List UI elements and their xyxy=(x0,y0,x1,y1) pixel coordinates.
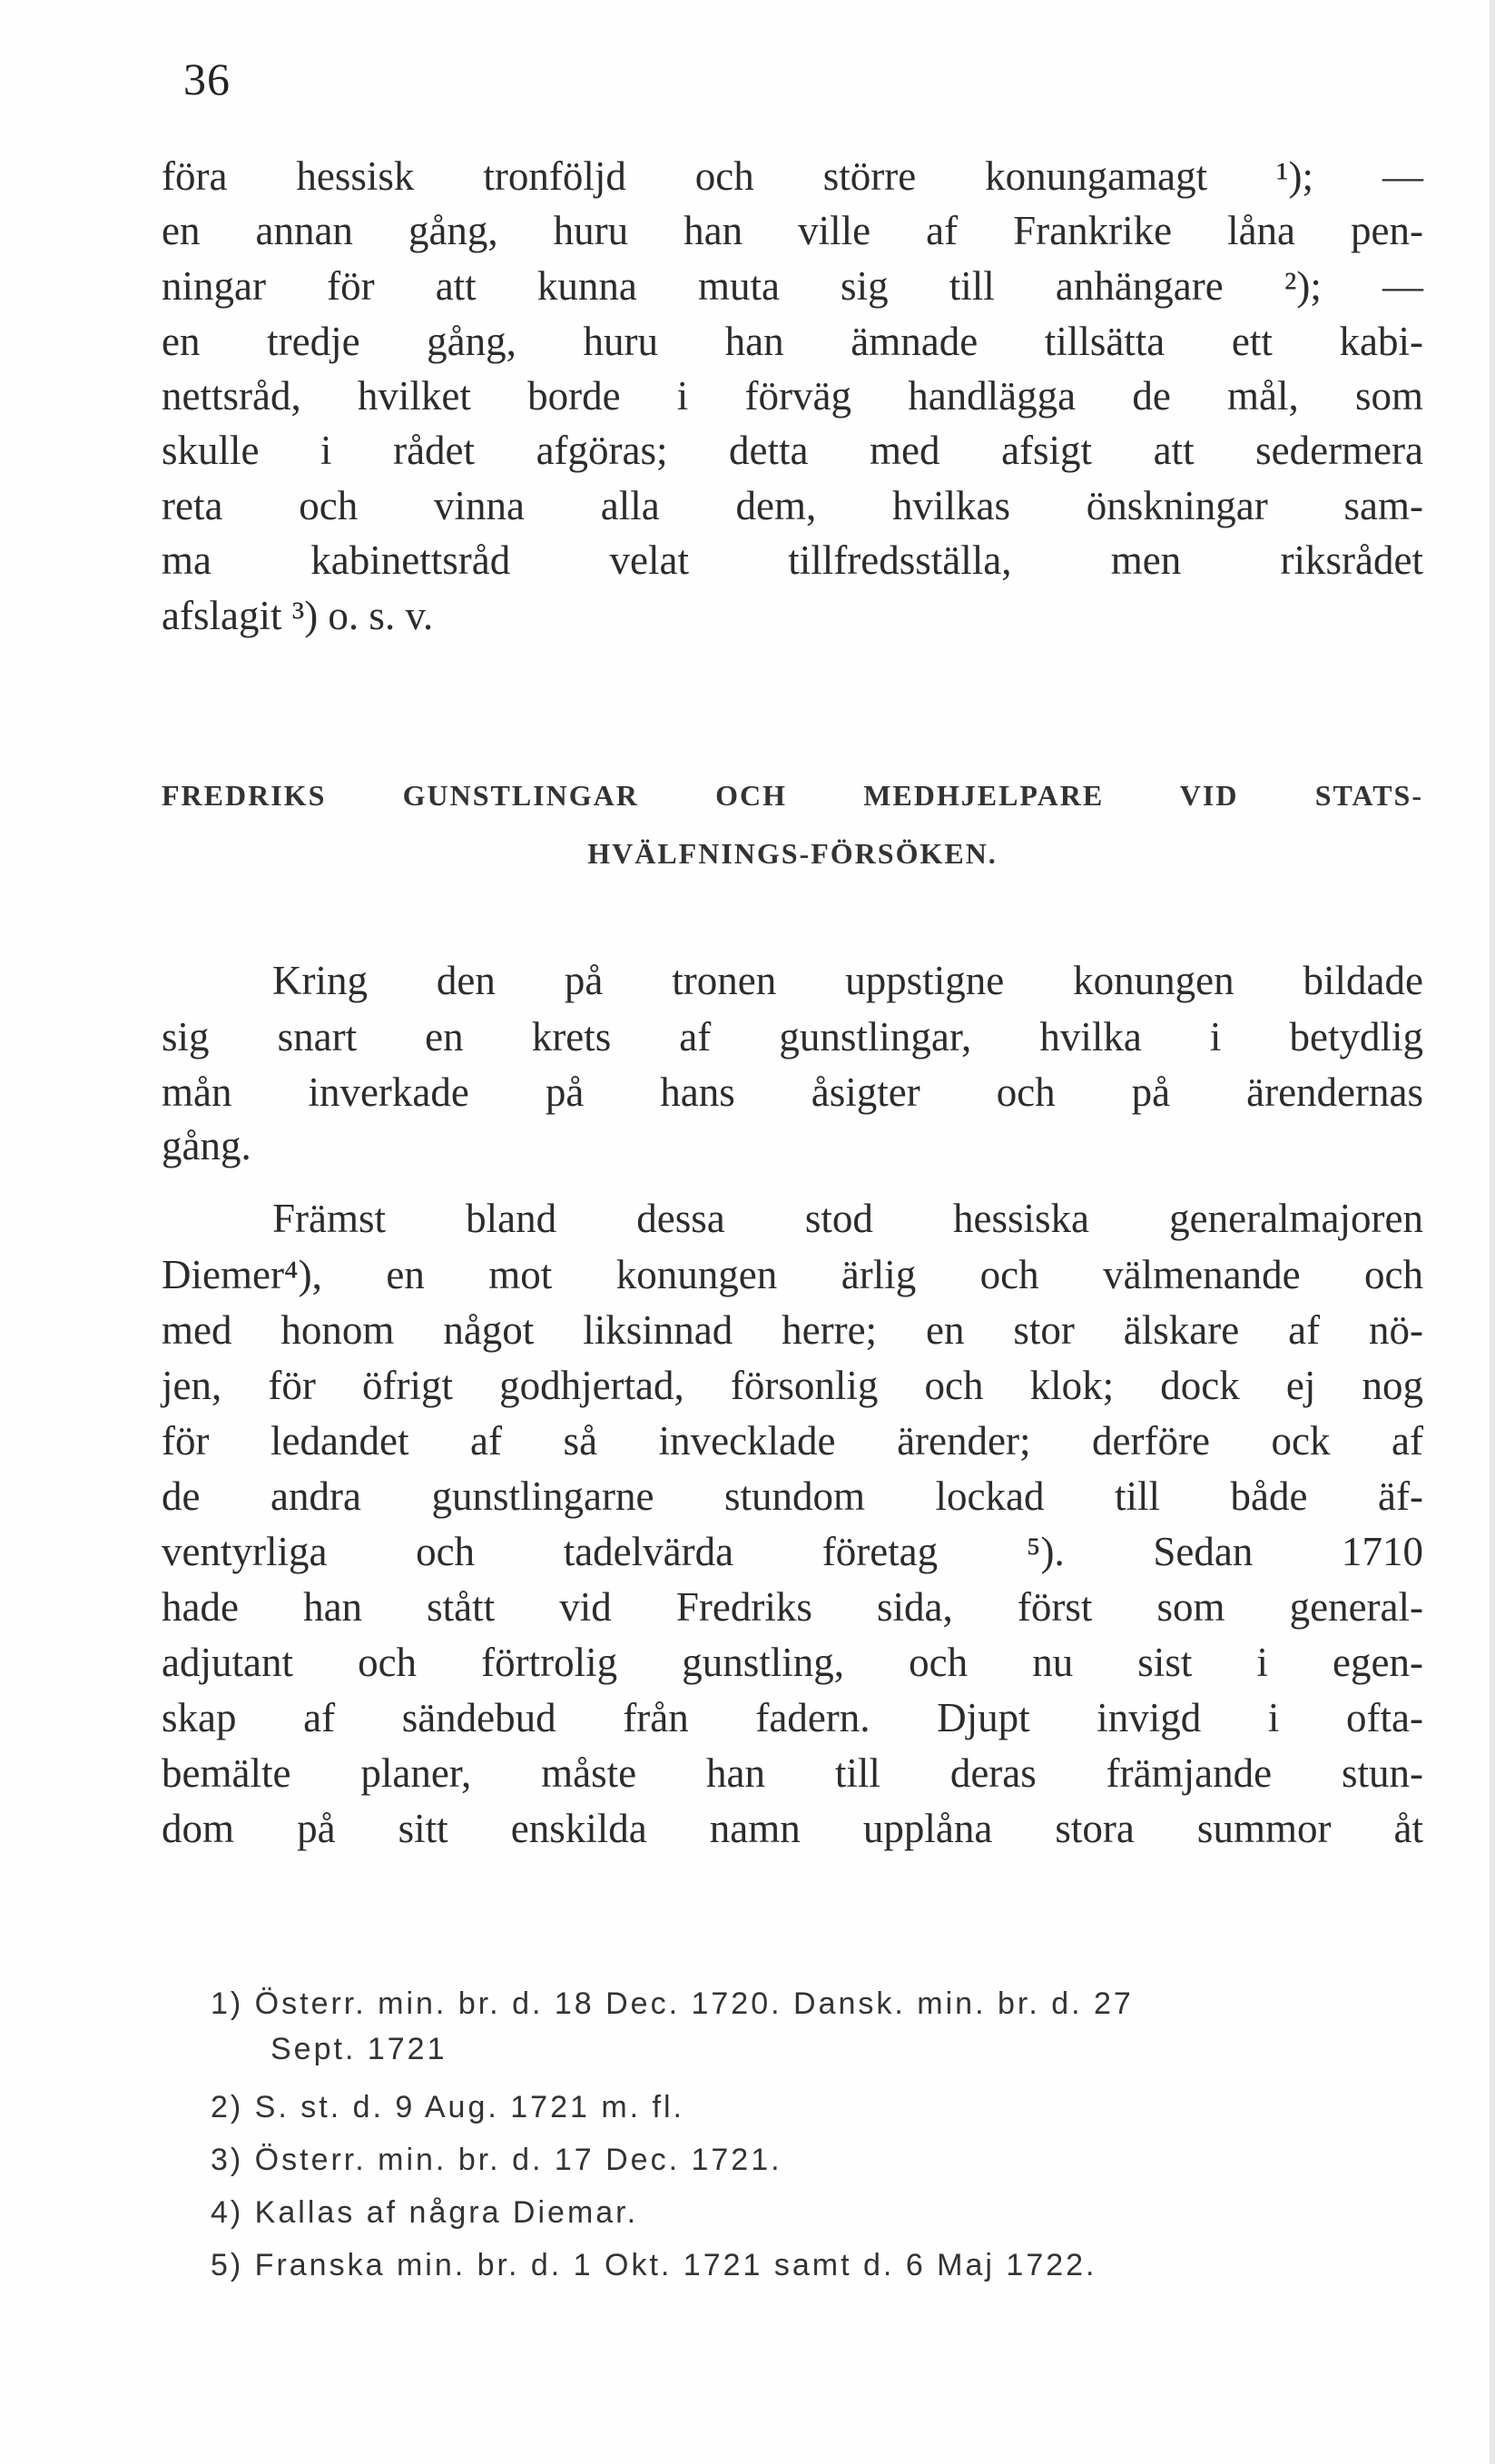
text-line: gång. xyxy=(162,1123,251,1168)
page-number: 36 xyxy=(183,54,231,104)
text-line: Kring den på tronen uppstigne konungen bildade xyxy=(272,958,1423,1003)
text-line: jen, för öfrigt godhjertad, försonlig och klok; dock ej nog xyxy=(162,1363,1423,1408)
text-line: hade han stått vid Fredriks sida, först som general- xyxy=(162,1584,1423,1630)
text-line: skap af sändebud från fadern. Djupt invigd i ofta- xyxy=(162,1695,1423,1740)
text-line: sig snart en krets af gunstlingar, hvilka i betydlig xyxy=(162,1014,1423,1060)
text-line: Diemer⁴), en mot konungen ärlig och välmenande och xyxy=(162,1252,1423,1297)
text-line: mån inverkade på hans åsigter och på ärendernas xyxy=(162,1069,1423,1115)
section-heading-line: FREDRIKS GUNSTLINGAR OCH MEDHJELPARE VID STATS- xyxy=(162,779,1423,812)
footnote: 2) S. st. d. 9 Aug. 1721 m. fl. xyxy=(211,2090,685,2124)
footnote: 5) Franska min. br. d. 1 Okt. 1721 samt d. 6 Maj 1722. xyxy=(211,2248,1097,2282)
text-line: föra hessisk tronföljd och större konungamagt ¹); — xyxy=(162,153,1423,199)
text-line: dom på sitt enskilda namn upplåna stora summor åt xyxy=(162,1806,1423,1851)
text-line: en annan gång, huru han ville af Frankrike låna pen- xyxy=(162,208,1423,253)
text-line: bemälte planer, måste han till deras främjande stun- xyxy=(162,1750,1423,1796)
text-line: med honom något liksinnad herre; en stor älskare af nö- xyxy=(162,1307,1423,1353)
footnote: 1) Österr. min. br. d. 18 Dec. 1720. Dansk. min. br. d. 27 xyxy=(211,1986,1134,2021)
text-line: för ledandet af så invecklade ärender; derföre ock af xyxy=(162,1418,1423,1464)
text-line: en tredje gång, huru han ämnade tillsätta ett kabi- xyxy=(162,319,1423,364)
text-line: nettsråd, hvilket borde i förväg handlägga de mål, som xyxy=(162,373,1423,419)
text-line: ningar för att kunna muta sig till anhängare ²); — xyxy=(162,263,1423,309)
text-line: ma kabinettsråd velat tillfredsställa, men riksrådet xyxy=(162,537,1423,583)
text-line: adjutant och förtrolig gunstling, och nu sist i egen- xyxy=(162,1640,1423,1685)
page-edge-shadow xyxy=(1490,0,1495,2464)
text-line: afslagit ³) o. s. v. xyxy=(162,593,434,638)
text-line: reta och vinna alla dem, hvilkas önskningar sam- xyxy=(162,483,1423,528)
section-heading-line: HVÄLFNINGS-FÖRSÖKEN. xyxy=(587,837,998,870)
footnote-continuation: Sept. 1721 xyxy=(270,2032,448,2066)
footnote: 4) Kallas af några Diemar. xyxy=(211,2195,639,2230)
text-line: skulle i rådet afgöras; detta med afsigt att sedermera xyxy=(162,428,1423,473)
text-line: ventyrliga och tadelvärda företag ⁵). Sedan 1710 xyxy=(162,1529,1423,1574)
text-line: de andra gunstlingarne stundom lockad till både äf- xyxy=(162,1473,1423,1519)
footnote: 3) Österr. min. br. d. 17 Dec. 1721. xyxy=(211,2143,782,2177)
text-line: Främst bland dessa stod hessiska generalmajoren xyxy=(272,1196,1423,1241)
